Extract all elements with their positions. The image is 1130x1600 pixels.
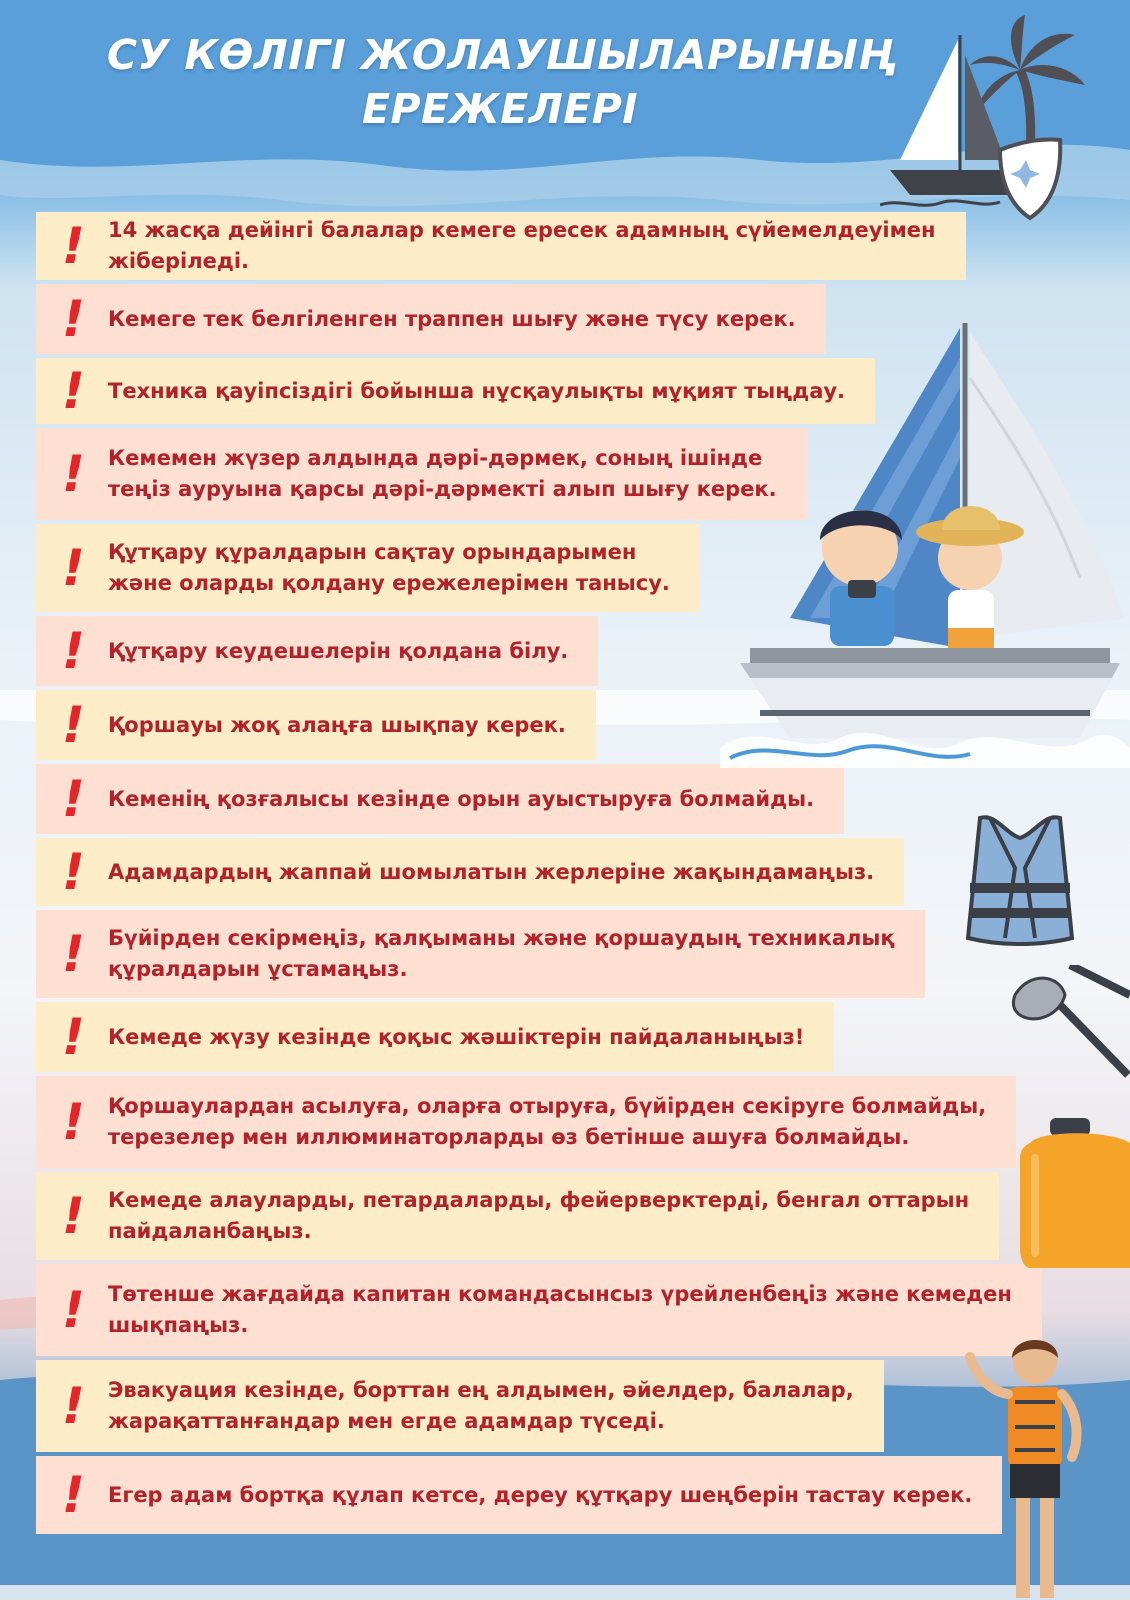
sailboat-icon xyxy=(880,10,1110,230)
list-item xyxy=(36,1002,834,1072)
exclamation-icon: ! xyxy=(62,925,85,983)
rule-text: 14 жасқа дейінгі балалар кемеге ересек адамның сүйемелдеуімен жіберіледі. xyxy=(108,218,936,273)
exclamation-icon: ! xyxy=(62,290,85,348)
exclamation-icon: ! xyxy=(62,445,85,503)
list-item xyxy=(36,1456,1002,1534)
rule-text: Қоршауы жоқ алаңға шықпау керек. xyxy=(108,712,566,737)
rule-text: Техника қауіпсіздігі бойынша нұсқаулықты мұқият тыңдау. xyxy=(108,378,846,403)
dry-bag-icon xyxy=(1020,1118,1130,1268)
rule-text: Кемеде жүзу кезінде қоқыс жәшіктерін пайдаланыңыз! xyxy=(108,1024,805,1049)
exclamation-icon: ! xyxy=(62,539,85,597)
list-item xyxy=(36,616,598,686)
rule-text: Адамдардың жаппай шомылатын жерлеріне жақындамаңыз. xyxy=(108,859,875,884)
rule-text: Құтқару құралдарын сақтау орындарымен және оларды қолдану ережелерімен танысу. xyxy=(108,540,670,595)
rule-text: Эвакуация кезінде, борттан ең алдымен, әйелдер, балалар, жарақаттанғандар мен егде адамдар түседі. xyxy=(108,1378,854,1433)
exclamation-icon: ! xyxy=(62,217,85,275)
exclamation-icon: ! xyxy=(62,622,85,680)
list-item xyxy=(36,690,596,760)
list-item xyxy=(36,1264,1042,1356)
rule-text: Кемемен жүзер алдында дәрі-дәрмек, соның ішінде теңіз ауруына қарсы дәрі-дәрмекті алып шығу керек. xyxy=(108,446,777,501)
list-item xyxy=(36,284,826,354)
rule-text: Кемеге тек белгіленген траппен шығу және түсу керек. xyxy=(108,306,796,331)
list-item xyxy=(36,910,925,998)
rule-text: Кеменің қозғалысы кезінде орын ауыстыруға болмайды. xyxy=(108,786,815,811)
paddle-icon xyxy=(1010,965,1130,1085)
exclamation-icon: ! xyxy=(62,1377,85,1435)
exclamation-icon: ! xyxy=(62,1008,85,1066)
exclamation-icon: ! xyxy=(62,696,85,754)
list-item xyxy=(36,838,904,906)
list-item xyxy=(36,212,966,280)
list-item xyxy=(36,1360,884,1452)
exclamation-icon: ! xyxy=(62,1466,85,1524)
life-vest-icon xyxy=(960,808,1080,948)
rule-text: Құтқару кеудешелерін қолдана білу. xyxy=(108,638,569,663)
person-in-life-vest-illustration xyxy=(960,1332,1110,1600)
title-line-2: ЕРЕЖЕЛЕРІ xyxy=(361,85,639,133)
list-item xyxy=(36,1076,1016,1168)
children-on-yacht-illustration xyxy=(720,318,1130,768)
rule-text: Қоршаулардан асылуға, оларға отыруға, бүйірден секіруге болмайды, терезелер мен иллюминаторларды өз бетінше ашуға болмайды. xyxy=(108,1094,987,1149)
exclamation-icon: ! xyxy=(62,362,85,420)
rule-text: Егер адам бортқа құлап кетсе, дереу құтқару шеңберін тастау керек. xyxy=(108,1482,973,1507)
rule-text: Кемеде алауларды, петардаларды, фейерверктерді, бенгал оттарын пайдаланбаңыз. xyxy=(108,1188,970,1243)
exclamation-icon: ! xyxy=(62,1281,85,1339)
exclamation-icon: ! xyxy=(62,1093,85,1151)
list-item xyxy=(36,764,844,834)
exclamation-icon: ! xyxy=(62,1187,85,1245)
rule-text: Бүйірден секірмеңіз, қалқыманы және қоршаудың техникалық құралдарын ұстамаңыз. xyxy=(108,926,895,981)
list-item xyxy=(36,524,700,612)
page-title xyxy=(90,28,910,136)
title-line-1: СУ КӨЛІГІ ЖОЛАУШЫЛАРЫНЫҢ xyxy=(106,31,894,79)
exclamation-icon: ! xyxy=(62,843,85,901)
list-item xyxy=(36,428,807,520)
rule-text: Төтенше жағдайда капитан командасынсыз үрейленбеңіз және кемеден шықпаңыз. xyxy=(108,1282,1012,1337)
exclamation-icon: ! xyxy=(62,770,85,828)
shield-icon xyxy=(1000,139,1060,218)
list-item xyxy=(36,1172,999,1260)
